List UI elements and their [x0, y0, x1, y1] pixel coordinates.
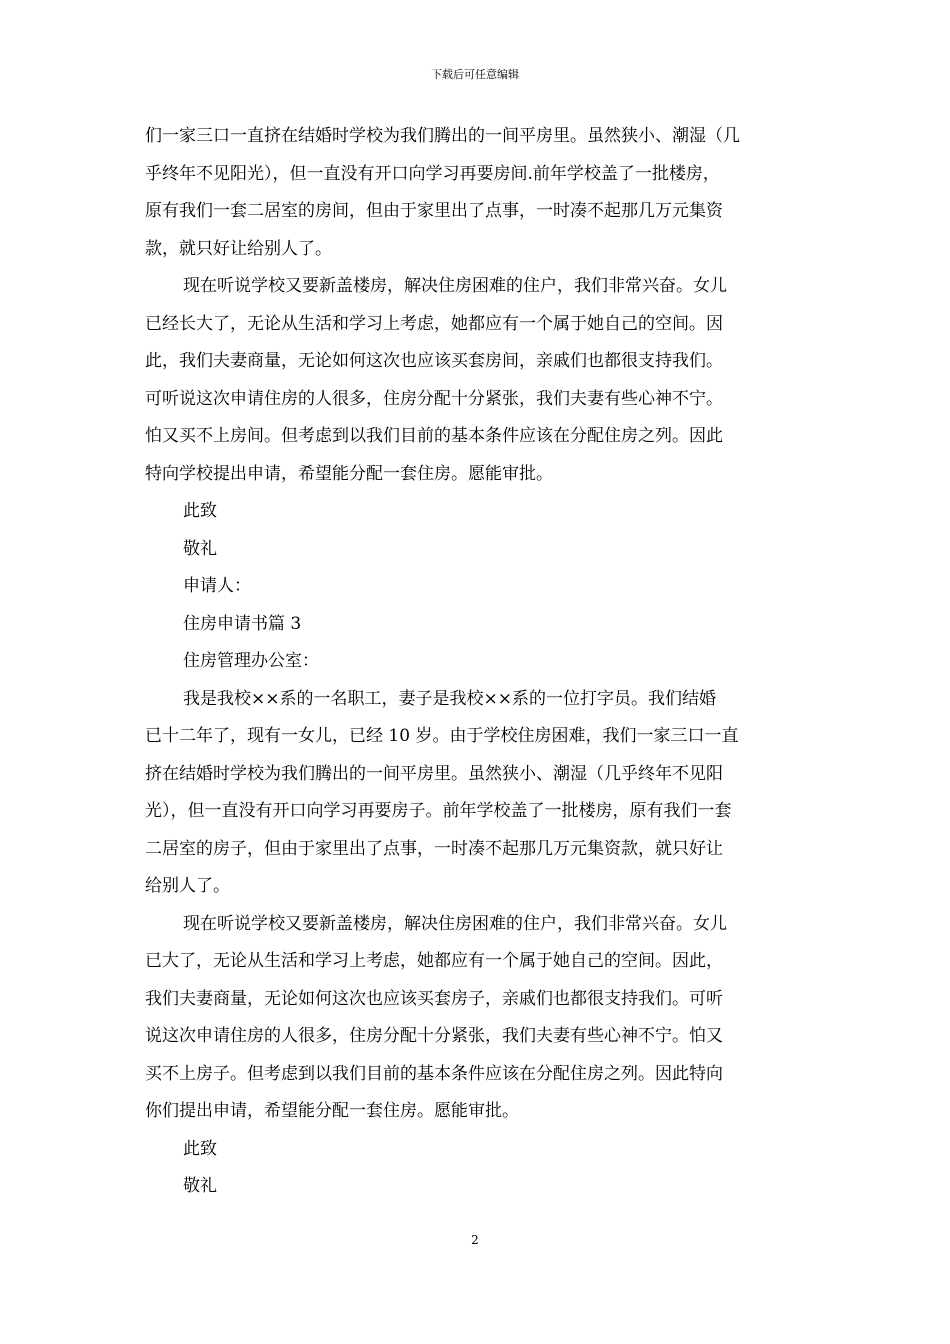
text-line: 住房管理办公室：	[183, 651, 319, 671]
text-line: 给别人了。	[145, 876, 230, 896]
text-line: 已十二年了，现有一女儿，已经 10 岁。由于学校住房困难，我们一家三口一直	[145, 726, 739, 746]
text-line: 原有我们一套二居室的房间，但由于家里出了点事，一时凑不起那几万元集资	[145, 201, 723, 221]
text-line: 住房申请书篇 3	[183, 613, 302, 634]
text-line: 你们提出申请，希望能分配一套住房。愿能审批。	[145, 1101, 519, 1121]
text-line: 此致	[183, 1138, 217, 1159]
text-line: 此，我们夫妻商量，无论如何这次也应该买套房间，亲戚们也都很支持我们。	[145, 351, 723, 371]
page-header: 下载后可任意编辑	[431, 68, 519, 81]
text-line: 们一家三口一直挤在结婚时学校为我们腾出的一间平房里。虽然狭小、潮湿（几	[145, 126, 740, 146]
text-line: 光），但一直没有开口向学习再要房子。前年学校盖了一批楼房，原有我们一套	[145, 801, 732, 821]
text-line: 敬礼	[183, 1176, 217, 1196]
text-line: 敬礼	[183, 538, 217, 559]
page-number: 2	[471, 1233, 479, 1247]
text-line: 此致	[183, 501, 217, 521]
text-line: 二居室的房子，但由于家里出了点事，一时凑不起那几万元集资款，就只好让	[145, 838, 723, 859]
text-line: 已大了，无论从生活和学习上考虑，她都应有一个属于她自己的空间。因此，	[145, 951, 723, 971]
text-line: 我是我校××系的一名职工，妻子是我校××系的一位打字员。我们结婚	[183, 688, 716, 709]
text-line: 申请人：	[183, 576, 251, 596]
text-line: 特向学校提出申请，希望能分配一套住房。愿能审批。	[145, 463, 553, 484]
text-line: 款，就只好让给别人了。	[145, 238, 332, 259]
text-line: 乎终年不见阳光），但一直没有开口向学习再要房间.前年学校盖了一批楼房，	[145, 163, 720, 184]
document-body	[145, 118, 807, 1206]
text-line: 挤在结婚时学校为我们腾出的一间平房里。虽然狭小、潮湿（几乎终年不见阳	[145, 763, 723, 784]
text-line: 现在听说学校又要新盖楼房，解决住房困难的住户，我们非常兴奋。女儿	[183, 276, 727, 296]
text-line: 买不上房子。但考虑到以我们目前的基本条件应该在分配住房之列。因此特向	[145, 1063, 723, 1084]
text-line: 怕又买不上房间。但考虑到以我们目前的基本条件应该在分配住房之列。因此	[145, 426, 723, 446]
text-line: 说这次申请住房的人很多，住房分配十分紧张，我们夫妻有些心神不宁。怕又	[145, 1026, 723, 1046]
text-line: 现在听说学校又要新盖楼房，解决住房困难的住户，我们非常兴奋。女儿	[183, 913, 727, 934]
text-line: 可听说这次申请住房的人很多，住房分配十分紧张，我们夫妻有些心神不宁。	[145, 388, 723, 409]
text-line: 我们夫妻商量，无论如何这次也应该买套房子，亲戚们也都很支持我们。可听	[145, 988, 723, 1009]
text-line: 已经长大了，无论从生活和学习上考虑，她都应有一个属于她自己的空间。因	[145, 313, 723, 334]
